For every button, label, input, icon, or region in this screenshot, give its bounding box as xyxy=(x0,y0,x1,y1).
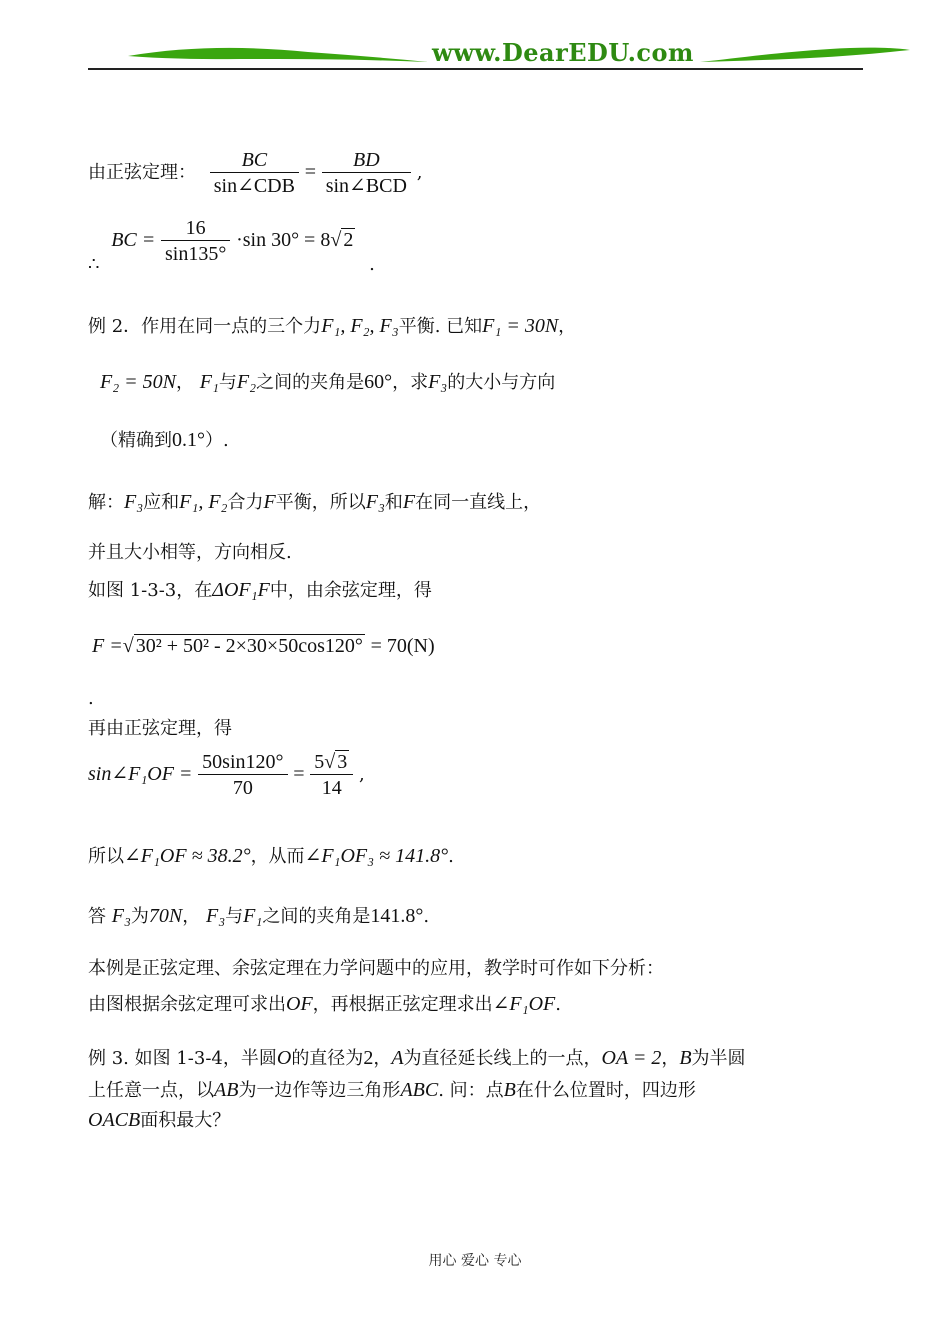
forces-f1-f2-f3: F₁, F₂, F₃ xyxy=(321,315,399,337)
fraction-bd xyxy=(322,150,411,196)
triangle-abc: ABC xyxy=(400,1079,439,1101)
figure-reference-line xyxy=(88,580,432,600)
text: 为 xyxy=(130,906,149,927)
diameter-value: 2 xyxy=(363,1047,374,1069)
f3-symbol: F₃ xyxy=(205,905,226,927)
f-symbol: F xyxy=(263,491,276,513)
angle-f1of: ∠F₁OF ≈ 38.2° xyxy=(124,845,251,867)
text: ，求 xyxy=(392,372,429,393)
text: 与 xyxy=(218,372,237,393)
bc-result-line: ∴ BC = $\frac{16}{\sin 135^\circ}$ ·sin 30° = 8√ 2 . xyxy=(88,217,375,275)
quadrilateral-oacb: OACB xyxy=(88,1109,141,1131)
f1-symbol: F₁ xyxy=(199,371,219,393)
segment-ab: AB xyxy=(214,1079,239,1101)
fraction-50sin120-70 xyxy=(198,752,287,798)
text: 之间的夹角是 xyxy=(256,372,365,393)
fraction-numerator: 50sin120° xyxy=(198,752,287,775)
therefore-symbol: ∴ xyxy=(88,254,100,275)
precision-value: 0.1° xyxy=(172,429,205,451)
green-brush-decoration-left xyxy=(128,44,428,66)
stray-dot: . xyxy=(88,688,94,709)
f2-value: F₂ = 50N xyxy=(100,371,177,393)
text: 所以 xyxy=(88,846,124,867)
text: ， xyxy=(661,1048,680,1069)
formula-lhs: BC = xyxy=(111,229,156,251)
text: 面积最大？ xyxy=(140,1110,231,1131)
sine-law-line xyxy=(88,150,422,196)
sqrt-radicand: 30² + 50² - 2×30×50cos120° xyxy=(135,635,363,657)
sine-formula xyxy=(88,752,365,798)
formula-lhs: F = xyxy=(92,635,123,657)
f3-symbol: F₃ xyxy=(111,905,131,927)
fraction-numerator: BD xyxy=(322,150,411,173)
text: 在同一直线上， xyxy=(415,492,542,513)
point-b: B xyxy=(679,1047,692,1069)
fraction-numerator: 5 xyxy=(314,751,325,773)
text: 应和 xyxy=(143,492,180,513)
answer-angle: 141.8° xyxy=(370,905,424,927)
punctuation: . xyxy=(369,254,375,275)
punctuation: . xyxy=(448,846,454,867)
header-rule xyxy=(88,68,863,70)
text: 与 xyxy=(225,906,244,927)
text: ， xyxy=(373,1048,392,1069)
angle-result-line xyxy=(88,846,454,866)
text: ， xyxy=(558,316,577,337)
text: 上任意一点，以 xyxy=(88,1080,214,1101)
text: . 问：点 xyxy=(438,1080,504,1101)
formula-rhs: = 70(N) xyxy=(370,635,435,657)
sine-again-line: 再由正弦定理，得 xyxy=(88,718,232,739)
text: 例 3. 如图 1-3-4，半圆 xyxy=(88,1048,277,1069)
f3-symbol: F₃ xyxy=(428,371,448,393)
sqrt-radicand: 3 xyxy=(337,751,348,773)
fraction-denominator: 70 xyxy=(232,777,253,799)
point-b: B xyxy=(503,1079,516,1101)
formula-lhs: sin∠F₁OF = xyxy=(88,763,193,785)
fraction-numerator: BC xyxy=(210,150,299,173)
fraction-denominator: 14 xyxy=(321,777,342,799)
text: 由图根据余弦定理可求出 xyxy=(88,994,286,1015)
f-symbol: F xyxy=(402,491,416,513)
sine-law-label: 由正弦定理： xyxy=(88,162,196,183)
text: 的直径为 xyxy=(291,1048,364,1069)
text: 为一边作等边三角形 xyxy=(238,1080,401,1101)
example-3-line-1 xyxy=(88,1048,746,1068)
solution-line-1 xyxy=(88,492,541,512)
note-line-1: 本例是正弦定理、余弦定理在力学问题中的应用，教学时可作如下分析： xyxy=(88,958,664,979)
text: ， xyxy=(176,372,195,393)
angle-f1of: ∠F₁OF xyxy=(492,993,556,1015)
green-brush-decoration-right xyxy=(700,44,910,66)
formula-rest: ·sin 30° = 8 xyxy=(236,229,331,251)
punctuation: , xyxy=(416,162,423,183)
of-segment: OF xyxy=(286,993,313,1015)
text: 如图 1-3-3，在 xyxy=(88,580,213,601)
text: 在什么位置时，四边形 xyxy=(515,1080,696,1101)
angle-f1of3: ∠F₁OF₃ ≈ 141.8° xyxy=(304,845,449,867)
text: 合力 xyxy=(227,492,264,513)
angle-60: 60° xyxy=(364,371,393,393)
text: 中，由余弦定理，得 xyxy=(269,580,432,601)
answer-value: 70N xyxy=(148,905,183,927)
text: 的大小与方向 xyxy=(447,372,556,393)
fraction-numerator: 16 xyxy=(161,218,230,241)
cosine-law-formula: F =√ 30² + 50² - 2×30×50cos120° = 70(N) xyxy=(92,635,435,657)
f1-value: F₁ = 30N xyxy=(482,315,559,337)
solution-line-2: 并且大小相等，方向相反. xyxy=(88,542,292,563)
point-a: A xyxy=(391,1047,404,1069)
text: 解： xyxy=(88,492,124,513)
f2-symbol: F₂ xyxy=(236,371,257,393)
punctuation: , xyxy=(358,764,365,785)
fraction-bc xyxy=(210,150,299,196)
text: 为直径延长线上的一点， xyxy=(403,1048,602,1069)
text: ， xyxy=(182,906,201,927)
example-2-line-2 xyxy=(100,372,555,392)
text: （精确到 xyxy=(100,430,172,451)
text: 之间的夹角是 xyxy=(262,906,371,927)
f3-symbol: F₃ xyxy=(124,491,144,513)
point-o: O xyxy=(276,1047,292,1069)
fraction-denominator: sin∠CDB xyxy=(213,175,295,197)
f1-f2-symbols: F₁, F₂ xyxy=(179,491,228,513)
text: ）. xyxy=(205,430,229,451)
text: 为半圆 xyxy=(691,1048,746,1069)
answer-line xyxy=(88,906,429,926)
text: 答 xyxy=(88,906,106,927)
sqrt-radicand: 2 xyxy=(343,229,354,251)
example-3-line-2 xyxy=(88,1080,696,1100)
fraction-5root3-14: $\frac{5√ 3}{14}$ xyxy=(310,752,353,798)
example-2-line-1 xyxy=(88,316,576,336)
fraction-16-sin135 xyxy=(161,218,230,264)
punctuation: . xyxy=(555,994,561,1015)
page-footer: 用心 爱心 专心 xyxy=(428,1253,522,1269)
fraction-denominator: sin135° xyxy=(164,243,227,265)
fraction-denominator: sin∠BCD xyxy=(325,175,407,197)
text: 和 xyxy=(384,492,403,513)
f1-symbol: F₁ xyxy=(243,905,263,927)
note-line-2 xyxy=(88,994,561,1014)
text: 平衡，所以 xyxy=(275,492,366,513)
triangle-of1f: ΔOF₁F xyxy=(212,579,270,601)
example-2-line-3 xyxy=(100,430,229,450)
equals-sign: = xyxy=(293,763,305,785)
f3-symbol: F₃ xyxy=(365,491,385,513)
text: ，再根据正弦定理求出 xyxy=(312,994,493,1015)
text: 平衡. 已知 xyxy=(398,316,483,337)
page-header xyxy=(88,36,863,70)
punctuation: . xyxy=(423,906,430,927)
text: ，从而 xyxy=(250,846,305,867)
text: 例 2．作用在同一点的三个力 xyxy=(88,316,322,337)
equals-sign: = xyxy=(304,161,316,183)
oa-length: OA = 2 xyxy=(601,1047,662,1069)
example-3-line-3 xyxy=(88,1110,230,1130)
site-logo-text: www.DearEDU.com xyxy=(432,38,694,67)
